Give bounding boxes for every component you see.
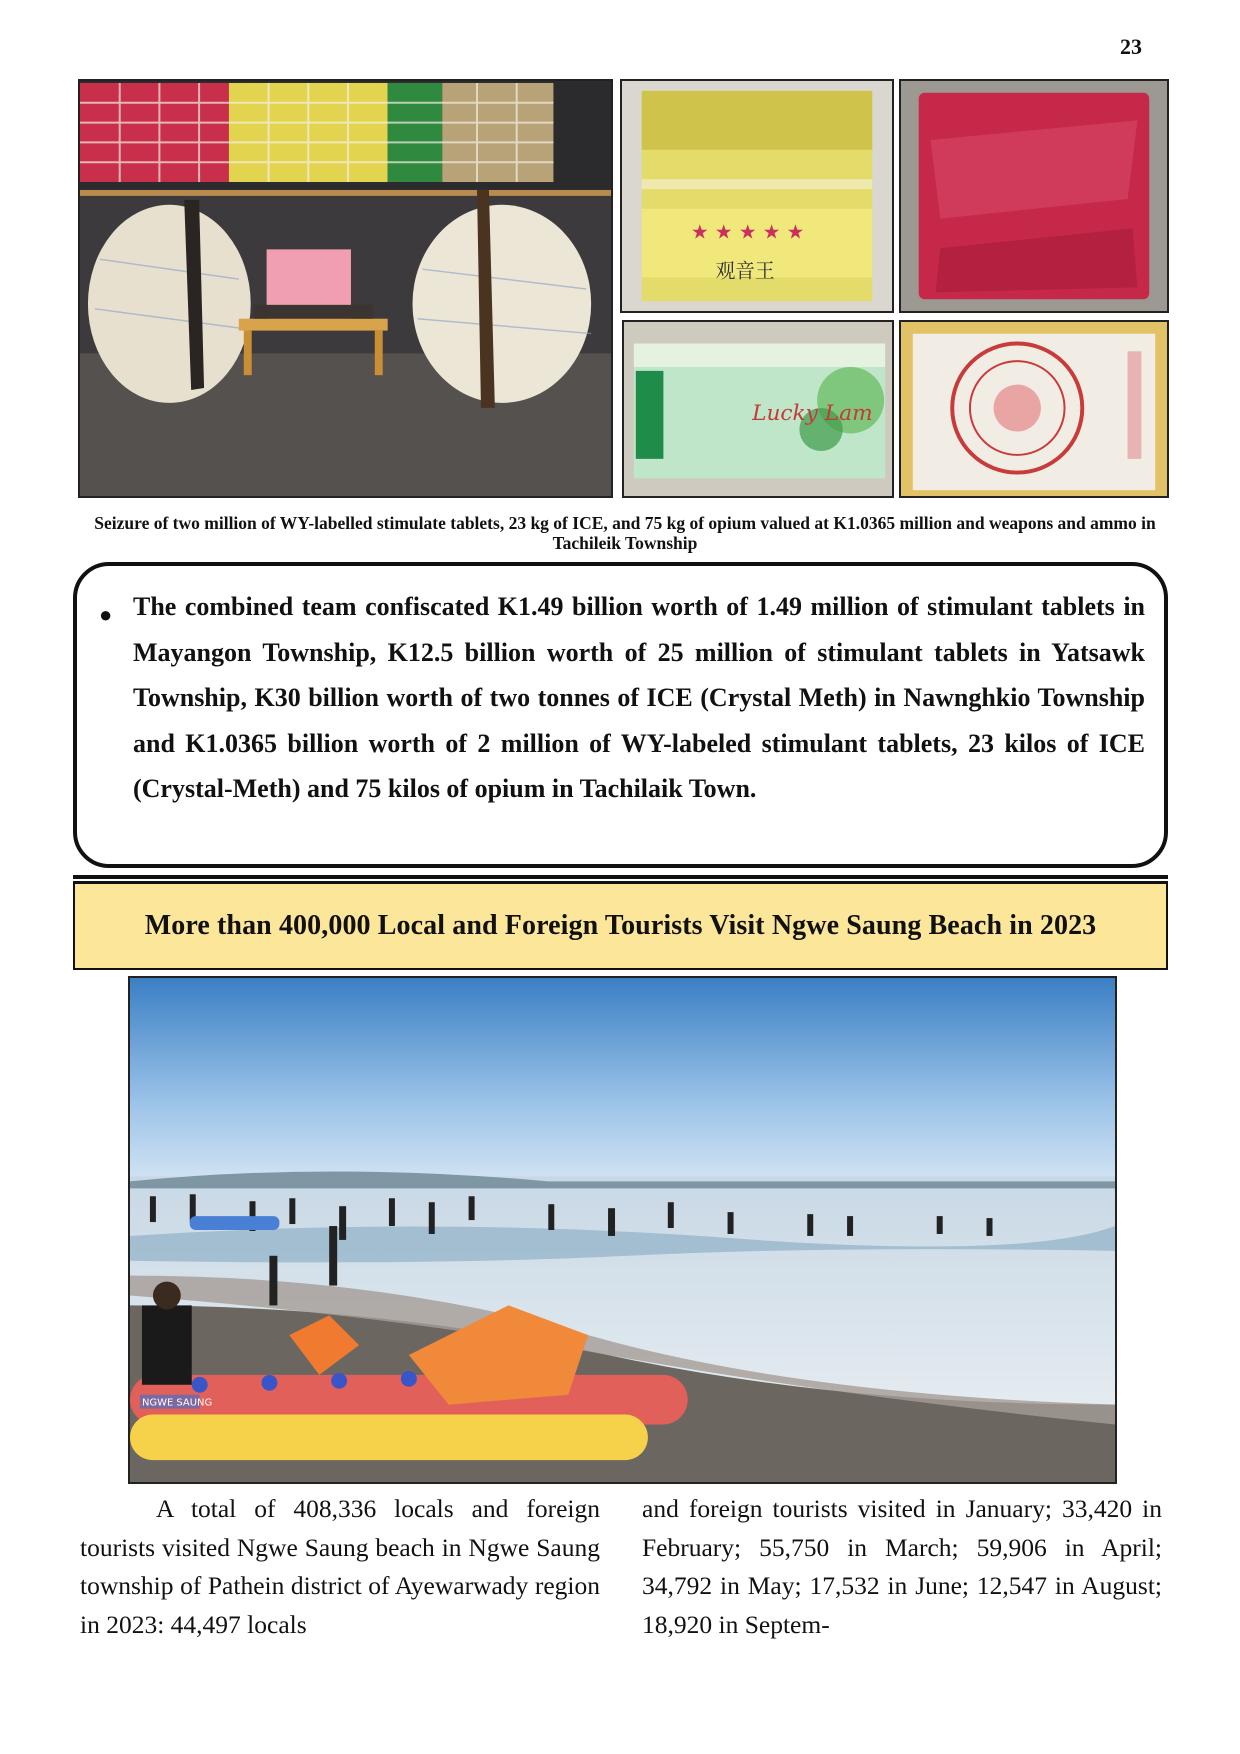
- svg-text:★ ★ ★ ★ ★: ★ ★ ★ ★ ★: [690, 220, 805, 244]
- summary-bullet-text: The combined team confiscated K1.49 billion worth of 1.49 million of stimulant tablets in Mayangon Township, K12.5 billion worth of 25 million of stimulant tablets in Yatsawk Township, K30 billion worth of two tonnes of ICE (Crystal Meth) in Nawnghkio Township and K1.0365 billion worth of 2 million of WY-labeled stimulant tablets, 23 kilos of ICE (Crystal-Meth) and 75 kilos of opium in Tachilaik Town.: [133, 592, 1145, 804]
- photo-caption: Seizure of two million of WY-labelled stimulate tablets, 23 kg of ICE, and 75 kg of opium valued at K1.0365 million and weapons and ammo in Tachileik Township: [94, 513, 1156, 553]
- beach-photo: [128, 976, 1117, 1484]
- red-package-photo: [899, 79, 1169, 313]
- summary-callout: [73, 562, 1168, 868]
- green-package-photo: [622, 320, 894, 498]
- gold-package-text: 观音王: [715, 259, 775, 283]
- headline-banner: [73, 882, 1168, 970]
- section-divider: [73, 875, 1168, 879]
- seizure-photo: [78, 79, 613, 498]
- page-number: 23: [1120, 34, 1142, 59]
- seal-package-photo: [899, 320, 1169, 498]
- boat-label: NGWE SAUNG: [141, 1397, 213, 1409]
- article-column-right: and foreign tourists visited in January; 33,420 in February; 55,750 in March; 59,906 in April; 34,792 in May; 17,532 in June; 12,547 in August; 18,920 in Septem-: [642, 1494, 1162, 1639]
- gold-package-photo: [620, 79, 894, 313]
- green-package-text: Lucky Lam: [752, 400, 873, 426]
- article-column-left: A total of 408,336 locals and foreign tourists visited Ngwe Saung beach in Ngwe Saung township of Pathein district of Ayewarwady region in 2023: 44,497 locals: [80, 1494, 600, 1639]
- bullet-icon: ●: [99, 602, 113, 627]
- article-headline: More than 400,000 Local and Foreign Tourists Visit Ngwe Saung Beach in 2023: [144, 910, 1097, 941]
